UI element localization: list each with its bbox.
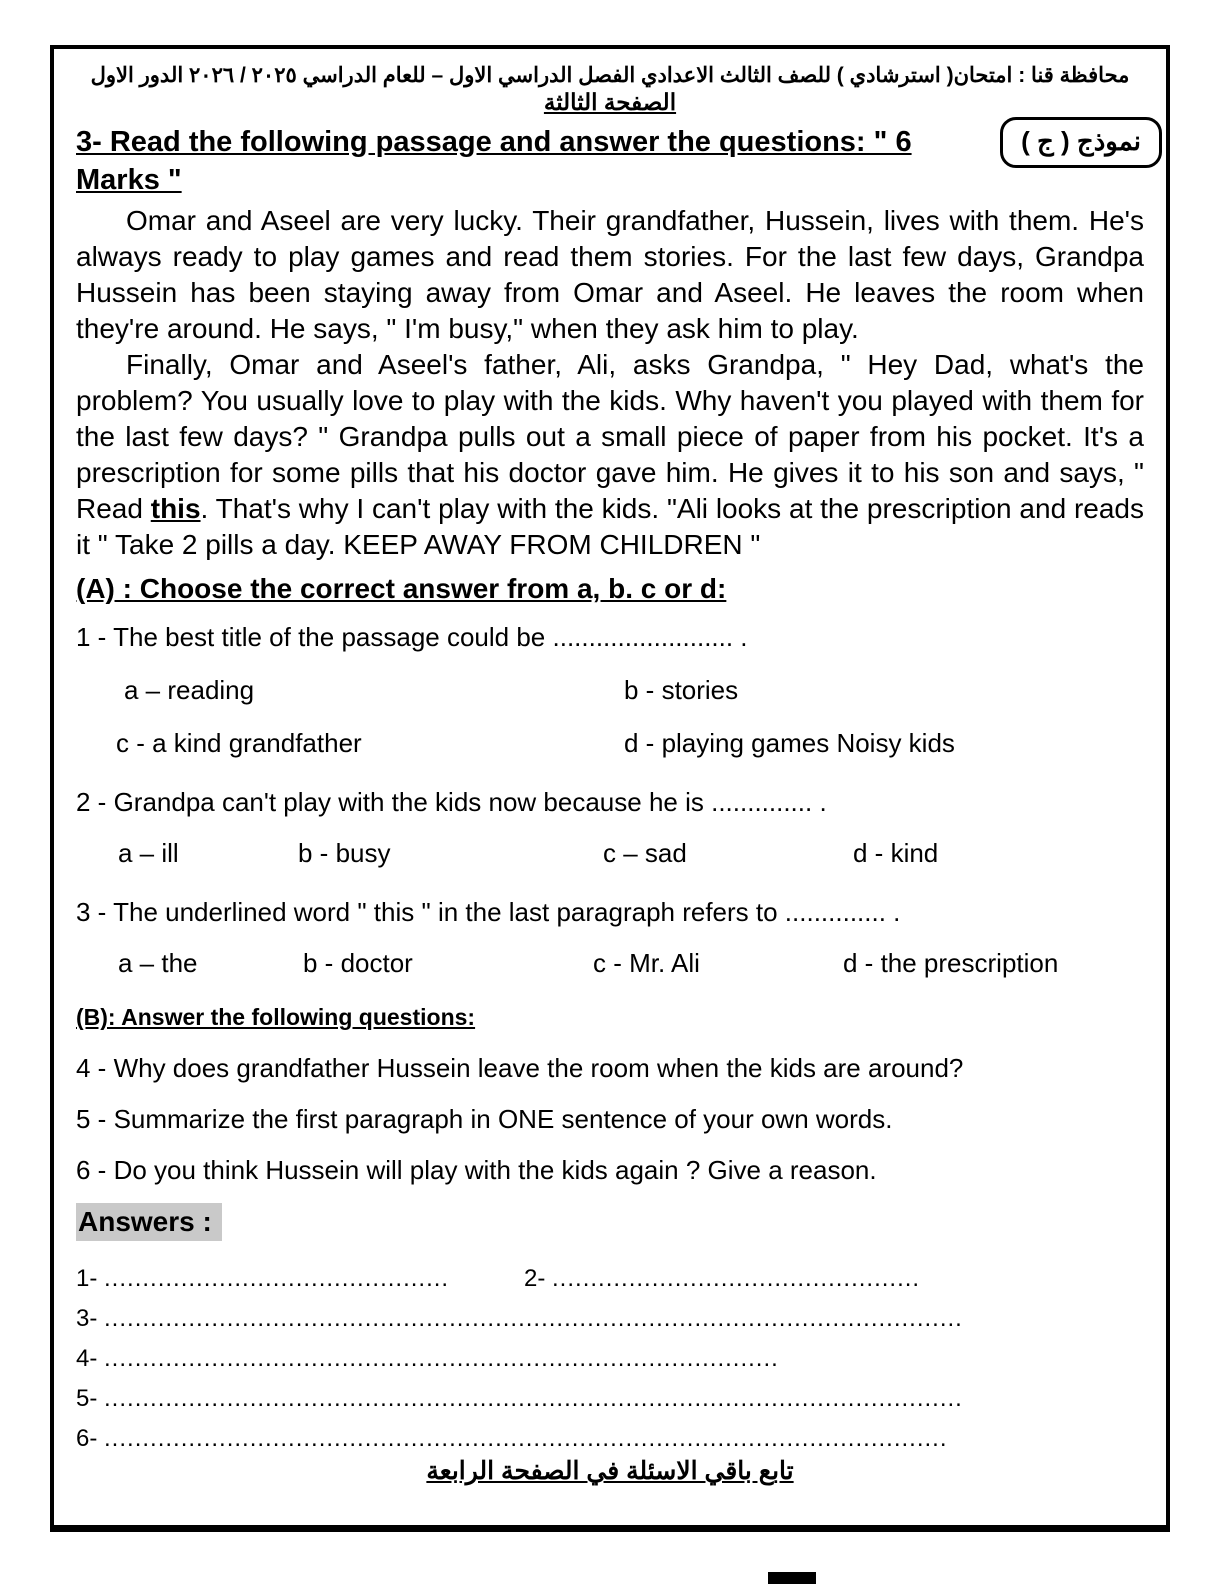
answer-dotted-line: .............................................................................................................. — [104, 1425, 948, 1452]
question-1-option-c: c - a kind grandfather — [116, 728, 362, 758]
question-4-text: 4 - Why does grandfather Hussein leave the room when the kids are around? — [76, 1053, 964, 1083]
question-3-options-row — [76, 947, 1144, 980]
question-2-option-c: c – sad — [603, 838, 687, 868]
answer-line-number: 5- — [76, 1385, 98, 1412]
model-badge: نموذج ( ج ) — [1000, 117, 1162, 168]
question-1-option-a: a – reading — [124, 675, 255, 705]
answer-dotted-line: ........................................................................................ — [104, 1345, 779, 1372]
question-6-text: 6 - Do you think Hussein will play with the kids again ? Give a reason. — [76, 1155, 877, 1185]
question-3-option-c: c - Mr. Ali — [593, 948, 700, 978]
question-1-options-row-2 — [76, 727, 1144, 760]
question-1-option-d: d - playing games Noisy kids — [624, 728, 955, 758]
question-2-option-a: a – ill — [118, 838, 179, 868]
answers-label: Answers : — [76, 1203, 222, 1241]
answer-line-number: 1- — [76, 1265, 98, 1292]
answer-line-row-3 — [76, 1345, 1144, 1373]
underlined-word: this — [150, 493, 201, 524]
answer-line-number: 3- — [76, 1305, 98, 1332]
passage-paragraph-2-after: . That's why I can't play with the kids. "Ali looks at the prescription and reads it " Take 2 pills a day. KEEP AWAY FROM CHILDREN " — [76, 493, 1144, 560]
reading-section-heading: 3- Read the following passage and answer the questions: " 6 Marks " — [76, 126, 912, 196]
passage-paragraph-2-before: Finally, Omar and Aseel's father, Ali, asks Grandpa, " Hey Dad, what's the problem? You usually love to play with the kids. Why haven't you played with them for the last few days? " Grandpa pulls out a small piece of paper from his pocket. It's a prescription for some pills that his doctor gave him. He gives it to his son and says, " Read — [76, 349, 1144, 524]
answer-line-number: 2- — [524, 1265, 546, 1292]
answer-line-row-5 — [76, 1425, 1144, 1453]
scan-artifact-mark — [768, 1572, 816, 1584]
answer-dotted-line: ............................................. — [104, 1265, 450, 1292]
answer-line-number: 6- — [76, 1425, 98, 1452]
answer-line-number: 4- — [76, 1345, 98, 1372]
question-3-text: 3 - The underlined word " this " in the last paragraph refers to .............. . — [76, 897, 901, 927]
exam-header-arabic: محافظة قنا : امتحان( استرشادي ) للصف الثالث الاعدادي الفصل الدراسي الاول – للعام الدراسي ٢٠٢٥ / ٢٠٢٦ الدور الاول — [90, 64, 1130, 87]
question-3-option-a: a – the — [118, 948, 198, 978]
question-1-options-row-1 — [76, 674, 1144, 707]
answer-line-row-2 — [76, 1305, 1144, 1333]
footer-continuation-note: تابع باقي الاسئلة في الصفحة الرابعة — [426, 1457, 794, 1485]
section-b-heading: (B): Answer the following questions: — [76, 1004, 476, 1030]
section-a-heading: (A) : Choose the correct answer from a, b. c or d: — [76, 573, 727, 604]
answer-dotted-line: ................................................ — [552, 1265, 921, 1292]
question-5-text: 5 - Summarize the first paragraph in ONE sentence of your own words. — [76, 1104, 893, 1134]
answer-dotted-line: ................................................................................................................ — [104, 1385, 963, 1412]
answer-dotted-line: ................................................................................................................ — [104, 1305, 963, 1332]
question-1-text: 1 - The best title of the passage could be ......................... . — [76, 622, 748, 652]
question-2-options-row — [76, 837, 1144, 870]
question-2-text: 2 - Grandpa can't play with the kids now because he is .............. . — [76, 787, 827, 817]
question-1-option-b: b - stories — [624, 675, 739, 705]
question-2-option-d: d - kind — [853, 838, 939, 868]
exam-sheet — [50, 45, 1170, 1532]
passage-paragraph-2 — [76, 347, 1144, 563]
question-2-option-b: b - busy — [298, 838, 391, 868]
answer-line-row-4 — [76, 1385, 1144, 1413]
question-3-option-b: b - doctor — [303, 948, 413, 978]
answer-line-row-1 — [76, 1265, 1144, 1293]
question-3-option-d: d - the prescription — [843, 948, 1059, 978]
passage-paragraph-1: Omar and Aseel are very lucky. Their grandfather, Hussein, lives with them. He's always ready to play games and read them stories. For the last few days, Grandpa Hussein has been staying away from Omar and Aseel. He leaves the room when they're around. He says, " I'm busy," when they ask him to play. — [76, 205, 1144, 344]
page-number-label: الصفحة الثالثة — [543, 89, 677, 115]
